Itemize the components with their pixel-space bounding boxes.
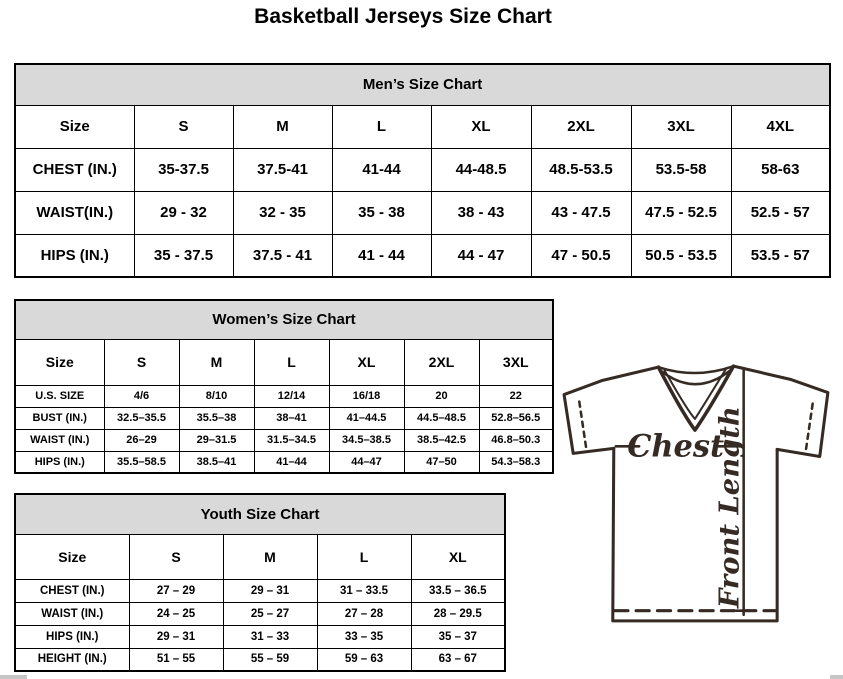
size-range-cell: 25 – 27	[223, 602, 317, 625]
table-row	[15, 385, 553, 407]
row-label: CHEST (IN.)	[15, 579, 129, 602]
size-range-cell: 27 – 29	[129, 579, 223, 602]
size-range-cell: 37.5-41	[233, 148, 332, 191]
row-label: CHEST (IN.)	[15, 148, 134, 191]
table-row	[15, 191, 830, 234]
table-row	[15, 234, 830, 277]
size-range-cell: 47 - 50.5	[531, 234, 631, 277]
youth-chart-title: Youth Size Chart	[15, 494, 505, 534]
size-range-cell: 8/10	[179, 385, 254, 407]
size-range-cell: 31.5–34.5	[254, 429, 329, 451]
table-row	[15, 451, 553, 473]
jersey-left-cuff-seam	[579, 402, 586, 450]
column-header: XL	[329, 339, 404, 385]
size-range-cell: 46.8–50.3	[479, 429, 553, 451]
column-header: XL	[431, 105, 531, 148]
jersey-right-cuff-seam	[806, 404, 813, 453]
table-title-row	[15, 64, 830, 105]
row-label: BUST (IN.)	[15, 407, 104, 429]
column-header: L	[254, 339, 329, 385]
womens-size-chart-table	[14, 299, 554, 474]
jersey-body-outline	[613, 448, 777, 621]
size-range-cell: 35-37.5	[134, 148, 233, 191]
front-length-label: Front Length	[713, 406, 746, 609]
size-range-cell: 54.3–58.3	[479, 451, 553, 473]
table-row	[15, 148, 830, 191]
size-range-cell: 41 - 44	[332, 234, 431, 277]
size-range-cell: 50.5 - 53.5	[631, 234, 731, 277]
column-header: M	[223, 534, 317, 579]
size-range-cell: 44–47	[329, 451, 404, 473]
size-range-cell: 53.5 - 57	[731, 234, 830, 277]
size-range-cell: 35 – 37	[411, 625, 505, 648]
table-row	[15, 648, 505, 671]
size-range-cell: 31 – 33	[223, 625, 317, 648]
size-range-cell: 44 - 47	[431, 234, 531, 277]
column-header: L	[317, 534, 411, 579]
size-range-cell: 52.8–56.5	[479, 407, 553, 429]
jersey-diagram-drawing	[560, 359, 836, 629]
size-range-cell: 63 – 67	[411, 648, 505, 671]
womens-chart-title: Women’s Size Chart	[15, 300, 553, 339]
column-header: M	[233, 105, 332, 148]
header-row	[15, 534, 505, 579]
size-range-cell: 32 - 35	[233, 191, 332, 234]
size-range-cell: 32.5–35.5	[104, 407, 179, 429]
horizontal-scrollbar-thumb[interactable]	[0, 675, 27, 679]
size-range-cell: 37.5 - 41	[233, 234, 332, 277]
column-header: M	[179, 339, 254, 385]
size-range-cell: 29 - 32	[134, 191, 233, 234]
header-row	[15, 105, 830, 148]
table-title-row	[15, 300, 553, 339]
mens-size-chart-table	[14, 63, 831, 278]
size-range-cell: 33.5 – 36.5	[411, 579, 505, 602]
horizontal-scrollbar-thumb[interactable]	[830, 675, 843, 679]
row-label: WAIST (IN.)	[15, 429, 104, 451]
jersey-measurement-diagram	[560, 359, 836, 629]
youth-size-chart-table	[14, 493, 506, 672]
column-header: S	[134, 105, 233, 148]
size-range-cell: 27 – 28	[317, 602, 411, 625]
chest-label: Chest	[627, 428, 725, 465]
size-range-cell: 47–50	[404, 451, 479, 473]
column-header: XL	[411, 534, 505, 579]
header-row	[15, 339, 553, 385]
size-range-cell: 41–44	[254, 451, 329, 473]
column-header-size: Size	[15, 339, 104, 385]
row-label: U.S. SIZE	[15, 385, 104, 407]
table-row	[15, 407, 553, 429]
row-label: WAIST (IN.)	[15, 602, 129, 625]
column-header-size: Size	[15, 105, 134, 148]
row-label: HIPS (IN.)	[15, 451, 104, 473]
size-range-cell: 29 – 31	[223, 579, 317, 602]
size-range-cell: 22	[479, 385, 553, 407]
size-range-cell: 29 – 31	[129, 625, 223, 648]
size-range-cell: 59 – 63	[317, 648, 411, 671]
size-range-cell: 58-63	[731, 148, 830, 191]
column-header: 2XL	[531, 105, 631, 148]
size-range-cell: 48.5-53.5	[531, 148, 631, 191]
size-range-cell: 52.5 - 57	[731, 191, 830, 234]
size-range-cell: 35 - 38	[332, 191, 431, 234]
table-row	[15, 625, 505, 648]
size-range-cell: 38.5–41	[179, 451, 254, 473]
column-header-size: Size	[15, 534, 129, 579]
size-range-cell: 43 - 47.5	[531, 191, 631, 234]
column-header: 4XL	[731, 105, 830, 148]
column-header: S	[104, 339, 179, 385]
row-label: HIPS (IN.)	[15, 625, 129, 648]
jersey-right-sleeve	[734, 366, 828, 456]
size-range-cell: 24 – 25	[129, 602, 223, 625]
size-range-cell: 16/18	[329, 385, 404, 407]
size-range-cell: 38–41	[254, 407, 329, 429]
row-label: HIPS (IN.)	[15, 234, 134, 277]
size-range-cell: 41-44	[332, 148, 431, 191]
size-range-cell: 41–44.5	[329, 407, 404, 429]
column-header: 3XL	[479, 339, 553, 385]
row-label: HEIGHT (IN.)	[15, 648, 129, 671]
page-title: Basketball Jerseys Size Chart	[254, 5, 552, 28]
table-row	[15, 602, 505, 625]
size-range-cell: 20	[404, 385, 479, 407]
size-range-cell: 35 - 37.5	[134, 234, 233, 277]
size-range-cell: 35.5–58.5	[104, 451, 179, 473]
size-range-cell: 47.5 - 52.5	[631, 191, 731, 234]
jersey-collar-arc	[658, 366, 733, 373]
size-range-cell: 12/14	[254, 385, 329, 407]
size-range-cell: 26–29	[104, 429, 179, 451]
size-range-cell: 29–31.5	[179, 429, 254, 451]
table-row	[15, 429, 553, 451]
size-range-cell: 28 – 29.5	[411, 602, 505, 625]
column-header: 3XL	[631, 105, 731, 148]
column-header: 2XL	[404, 339, 479, 385]
column-header: L	[332, 105, 431, 148]
size-range-cell: 53.5-58	[631, 148, 731, 191]
mens-chart-title: Men’s Size Chart	[15, 64, 830, 105]
size-range-cell: 55 – 59	[223, 648, 317, 671]
size-range-cell: 35.5–38	[179, 407, 254, 429]
size-range-cell: 44-48.5	[431, 148, 531, 191]
size-range-cell: 31 – 33.5	[317, 579, 411, 602]
table-row	[15, 579, 505, 602]
column-header: S	[129, 534, 223, 579]
size-range-cell: 34.5–38.5	[329, 429, 404, 451]
size-range-cell: 4/6	[104, 385, 179, 407]
size-range-cell: 38 - 43	[431, 191, 531, 234]
size-range-cell: 33 – 35	[317, 625, 411, 648]
row-label: WAIST(IN.)	[15, 191, 134, 234]
size-range-cell: 38.5–42.5	[404, 429, 479, 451]
size-range-cell: 44.5–48.5	[404, 407, 479, 429]
table-title-row	[15, 494, 505, 534]
size-range-cell: 51 – 55	[129, 648, 223, 671]
